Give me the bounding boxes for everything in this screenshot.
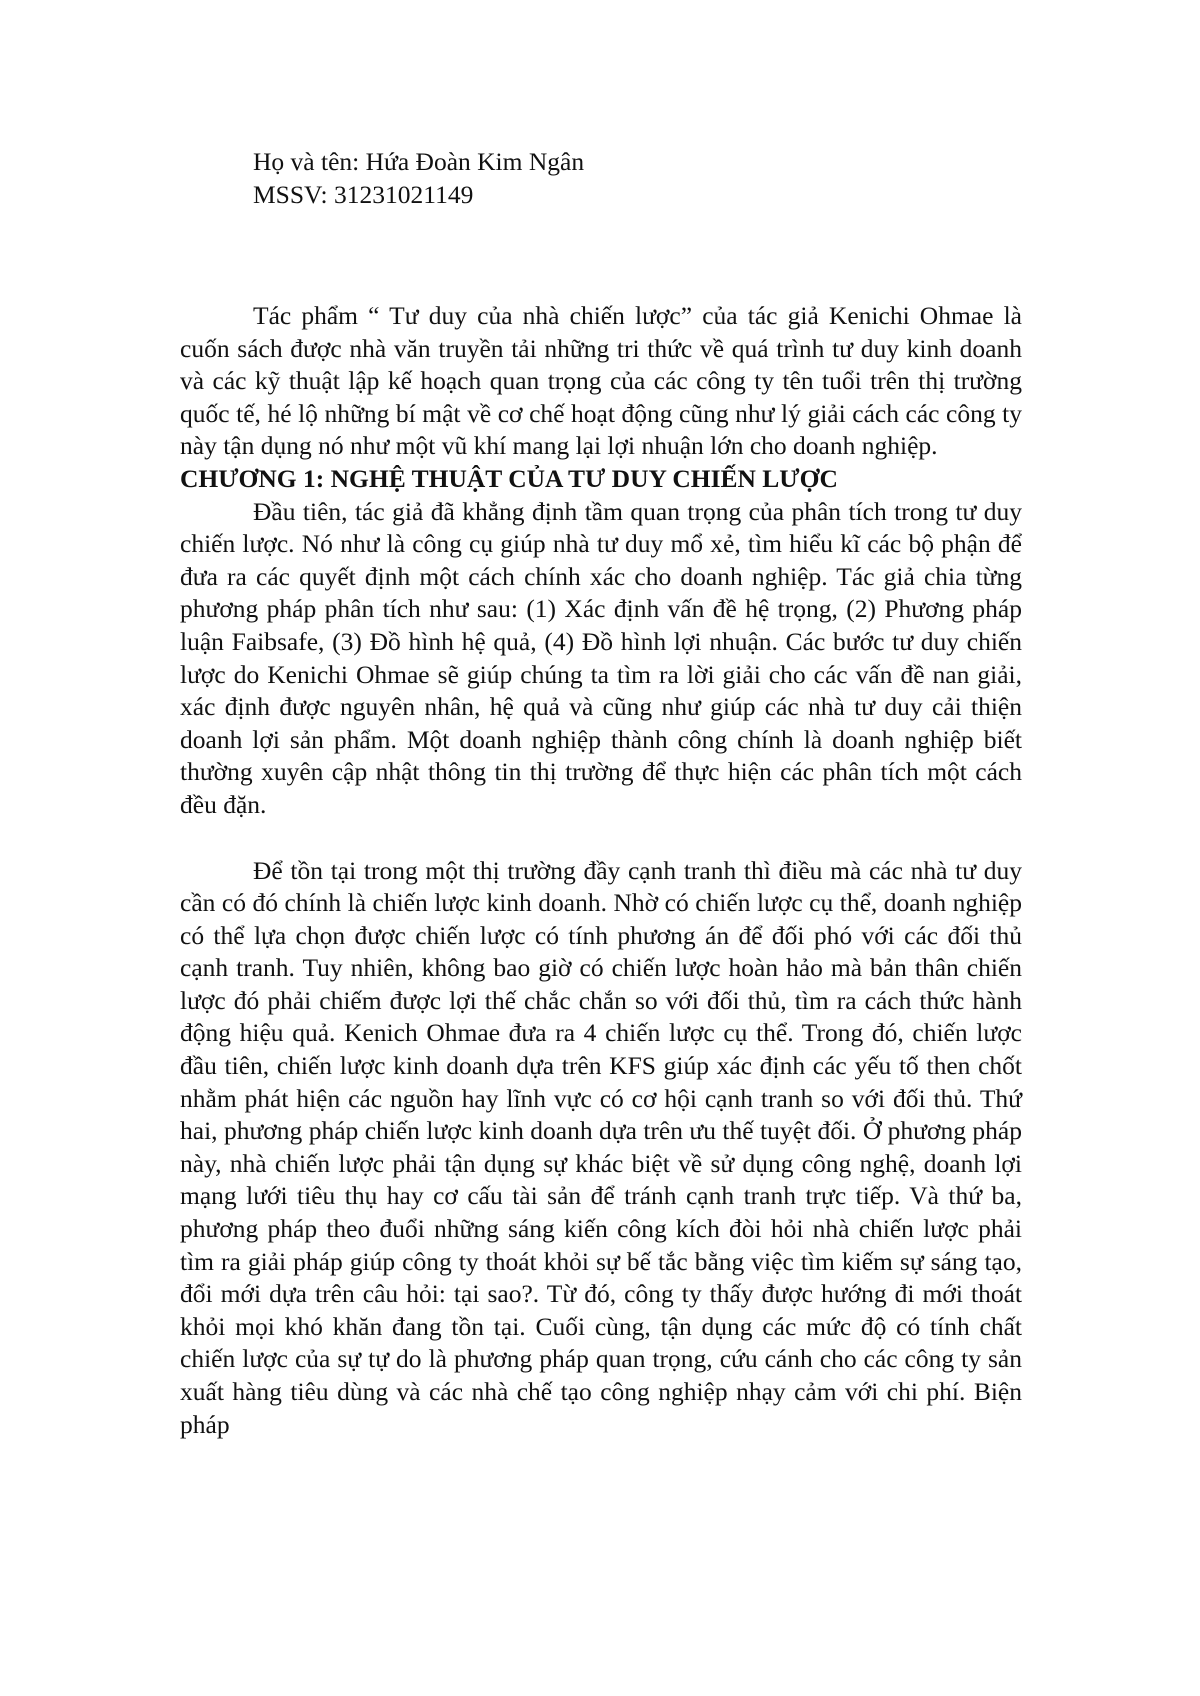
intro-paragraph: Tác phẩm “ Tư duy của nhà chiến lược” của tác giả Kenichi Ohmae là cuốn sách được nhà văn truyền tải những tri thức về quá trình tư duy kinh doanh và các kỹ thuật lập kế hoạch quan trọng của các công ty tên tuổi trên thị trường quốc tế, hé lộ những bí mật về cơ chế hoạt động cũng như lý giải cách các công ty này tận dụng nó như một vũ khí mang lại lợi nhuận lớn cho doanh nghiệp. bbox=[180, 301, 1022, 461]
author-header bbox=[253, 146, 584, 211]
chapter-heading: CHƯƠNG 1: NGHỆ THUẬT CỦA TƯ DUY CHIẾN LƯỢC bbox=[180, 463, 838, 493]
author-name-line: Họ và tên: Hứa Đoàn Kim Ngân bbox=[253, 147, 585, 176]
body-paragraph-1: Đầu tiên, tác giả đã khẳng định tầm quan trọng của phân tích trong tư duy chiến lược. Nó như là công cụ giúp nhà tư duy mổ xẻ, tìm hiểu kĩ các bộ phận để đưa ra các quyết định một cách chính xác cho doanh nghiệp. Tác giả chia từng phương pháp phân tích như sau: (1) Xác định vấn đề hệ trọng, (2) Phương pháp luận Faibsafe, (3) Đồ hình hệ quả, (4) Đồ hình lợi nhuận. Các bước tư duy chiến lược do Kenichi Ohmae sẽ giúp chúng ta tìm ra lời giải cho các vấn đề nan giải, xác định được nguyên nhân, hệ quả và cũng như giúp các nhà tư duy cải thiện doanh lợi sản phẩm. Một doanh nghiệp thành công chính là doanh nghiệp biết thường xuyên cập nhật thông tin thị trường để thực hiện các phân tích một cách đều đặn. bbox=[180, 496, 1022, 819]
student-id-line: MSSV: 31231021149 bbox=[253, 179, 474, 209]
paragraph-spacer bbox=[180, 822, 1022, 855]
body-paragraph-2: Để tồn tại trong một thị trường đầy cạnh tranh thì điều mà các nhà tư duy cần có đó chính là chiến lược kinh doanh. Nhờ có chiến lược cụ thể, doanh nghiệp có thể lựa chọn được chiến lược có tính phương án để đối phó với các đối thủ cạnh tranh. Tuy nhiên, không bao giờ có chiến lược hoàn hảo mà bản thân chiến lược đó phải chiếm được lợi thế chắc chắn so với đối thủ, tìm ra cách thức hành động hiệu quả. Kenich Ohmae đưa ra 4 chiến lược cụ thể. Trong đó, chiến lược đầu tiên, chiến lược kinh doanh dựa trên KFS giúp xác định các yếu tố then chốt nhằm phát hiện các nguồn hay lĩnh vực có cơ hội cạnh tranh so với đối thủ. Thứ hai, phương pháp chiến lược kinh doanh dựa trên ưu thế tuyệt đối. Ở phương pháp này, nhà chiến lược phải tận dụng sự khác biệt về sử dụng công nghệ, doanh lợi mạng lưới tiêu thụ hay cơ cấu tài sản để tránh cạnh tranh trực tiếp. Và thứ ba, phương pháp theo đuổi những sáng kiến công kích đòi hỏi nhà chiến lược phải tìm ra giải pháp giúp công ty thoát khỏi sự bế tắc bằng việc tìm kiếm sự sáng tạo, đổi mới dựa trên câu hỏi: tại sao?. Từ đó, công ty thấy được hướng đi mới thoát khỏi mọi khó khăn đang tồn tại. Cuối cùng, tận dụng các mức độ có tính chất chiến lược của sự tự do là phương pháp quan trọng, cứu cánh cho các công ty sản xuất hàng tiêu dùng và các nhà chế tạo công nghiệp nhạy cảm với chi phí. Biện pháp bbox=[180, 855, 1022, 1439]
document-body bbox=[180, 300, 1022, 1441]
